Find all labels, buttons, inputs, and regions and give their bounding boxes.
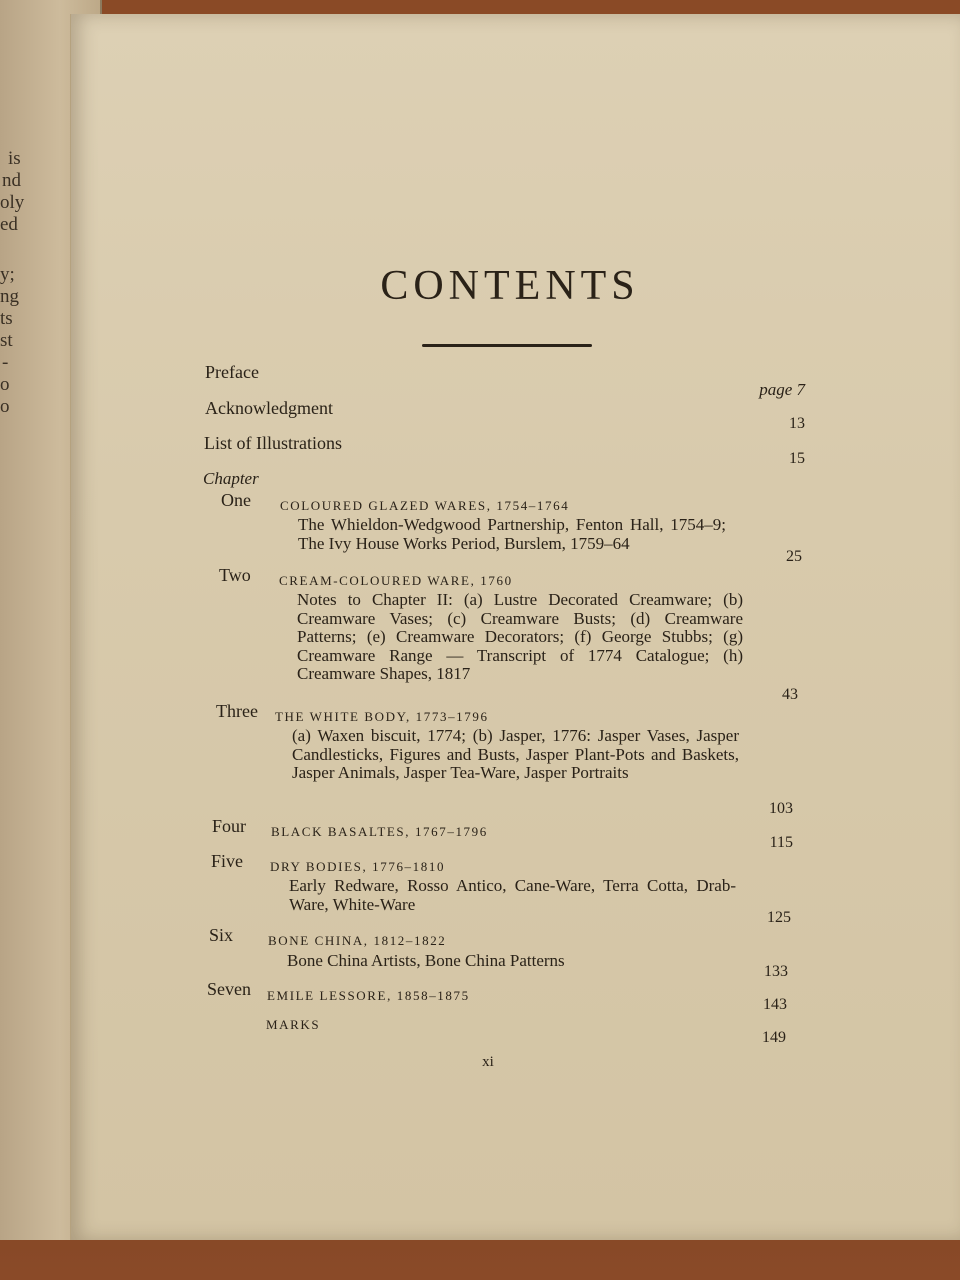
chapter-page: 103	[769, 800, 793, 817]
front-matter-page: 13	[789, 415, 805, 432]
page-folio: xi	[482, 1054, 494, 1070]
chapter-page: 133	[764, 963, 788, 980]
chapter-ordinal: Seven	[207, 979, 251, 999]
chapter-heading: EMILE LESSORE, 1858–1875	[267, 988, 470, 1003]
chapter-heading: BLACK BASALTES, 1767–1796	[271, 824, 488, 839]
left-text-fragment: ts	[0, 308, 13, 329]
chapter-page: 115	[769, 834, 793, 851]
page-title: CONTENTS	[380, 263, 640, 309]
left-text-fragment: nd	[2, 170, 21, 191]
left-text-fragment: -	[2, 352, 9, 373]
left-text-fragment: oly	[0, 192, 25, 213]
chapter-ordinal: Four	[212, 816, 247, 836]
chapter-ordinal: Two	[219, 565, 251, 585]
left-text-fragment: o	[0, 396, 10, 417]
chapter-subtitle: Notes to Chapter II: (a) Lustre Decorated Creamware; (b) Creamware Vases; (c) Creamware Busts; (d) Creamware Patterns; (e) Creamware Decorators; (f) George Stubbs; (g) Creamware Range — Transcript of 1774 Catalogue; (h) Creamware Shapes, 1817	[297, 590, 743, 683]
marks-page: 149	[762, 1029, 786, 1046]
front-matter-label: Preface	[205, 362, 259, 382]
chapter-heading: COLOURED GLAZED WARES, 1754–1764	[280, 498, 570, 513]
chapter-heading: DRY BODIES, 1776–1810	[270, 859, 446, 874]
chapter-subtitle: Bone China Artists, Bone China Patterns	[287, 951, 565, 970]
chapter-page: 25	[786, 548, 802, 565]
left-text-fragment: ed	[0, 214, 18, 235]
chapter-page: 125	[767, 909, 791, 926]
chapter-heading: BONE CHINA, 1812–1822	[268, 933, 447, 948]
front-matter-label: List of Illustrations	[204, 433, 342, 453]
chapter-page: 43	[782, 686, 798, 703]
marks-heading: MARKS	[266, 1017, 321, 1032]
chapter-subtitle: The Whieldon-Wedgwood Partnership, Fenton Hall, 1754–9; The Ivy House Works Period, Burslem, 1759–64	[298, 515, 726, 553]
chapter-subtitle: Early Redware, Rosso Antico, Cane-Ware, Terra Cotta, Drab-Ware, White-Ware	[289, 876, 736, 914]
left-text-fragment: st	[0, 330, 13, 351]
front-matter-page: page 7	[759, 380, 805, 399]
chapter-subtitle: (a) Waxen biscuit, 1774; (b) Jasper, 1776: Jasper Vases, Jasper Candlesticks, Figures and Busts, Jasper Plant-Pots and Baskets, Jasper Animals, Jasper Tea-Ware, Jasper Portraits	[292, 726, 739, 782]
chapter-ordinal: Six	[209, 925, 234, 945]
front-matter-label: Acknowledgment	[205, 398, 333, 418]
chapter-ordinal: One	[221, 490, 251, 510]
left-text-fragment: is	[8, 148, 21, 169]
front-matter-page: 15	[789, 450, 805, 467]
chapter-ordinal: Three	[216, 701, 258, 721]
left-text-fragment: y;	[0, 264, 15, 285]
chapter-heading: THE WHITE BODY, 1773–1796	[275, 709, 489, 724]
chapter-heading: CREAM-COLOURED WARE, 1760	[279, 573, 513, 588]
left-text-fragment: o	[0, 374, 10, 395]
chapter-column-label: Chapter	[203, 469, 259, 488]
chapter-page: 143	[763, 996, 787, 1013]
title-rule	[422, 344, 592, 347]
left-text-fragment: ng	[0, 286, 19, 307]
chapter-ordinal: Five	[211, 851, 244, 871]
